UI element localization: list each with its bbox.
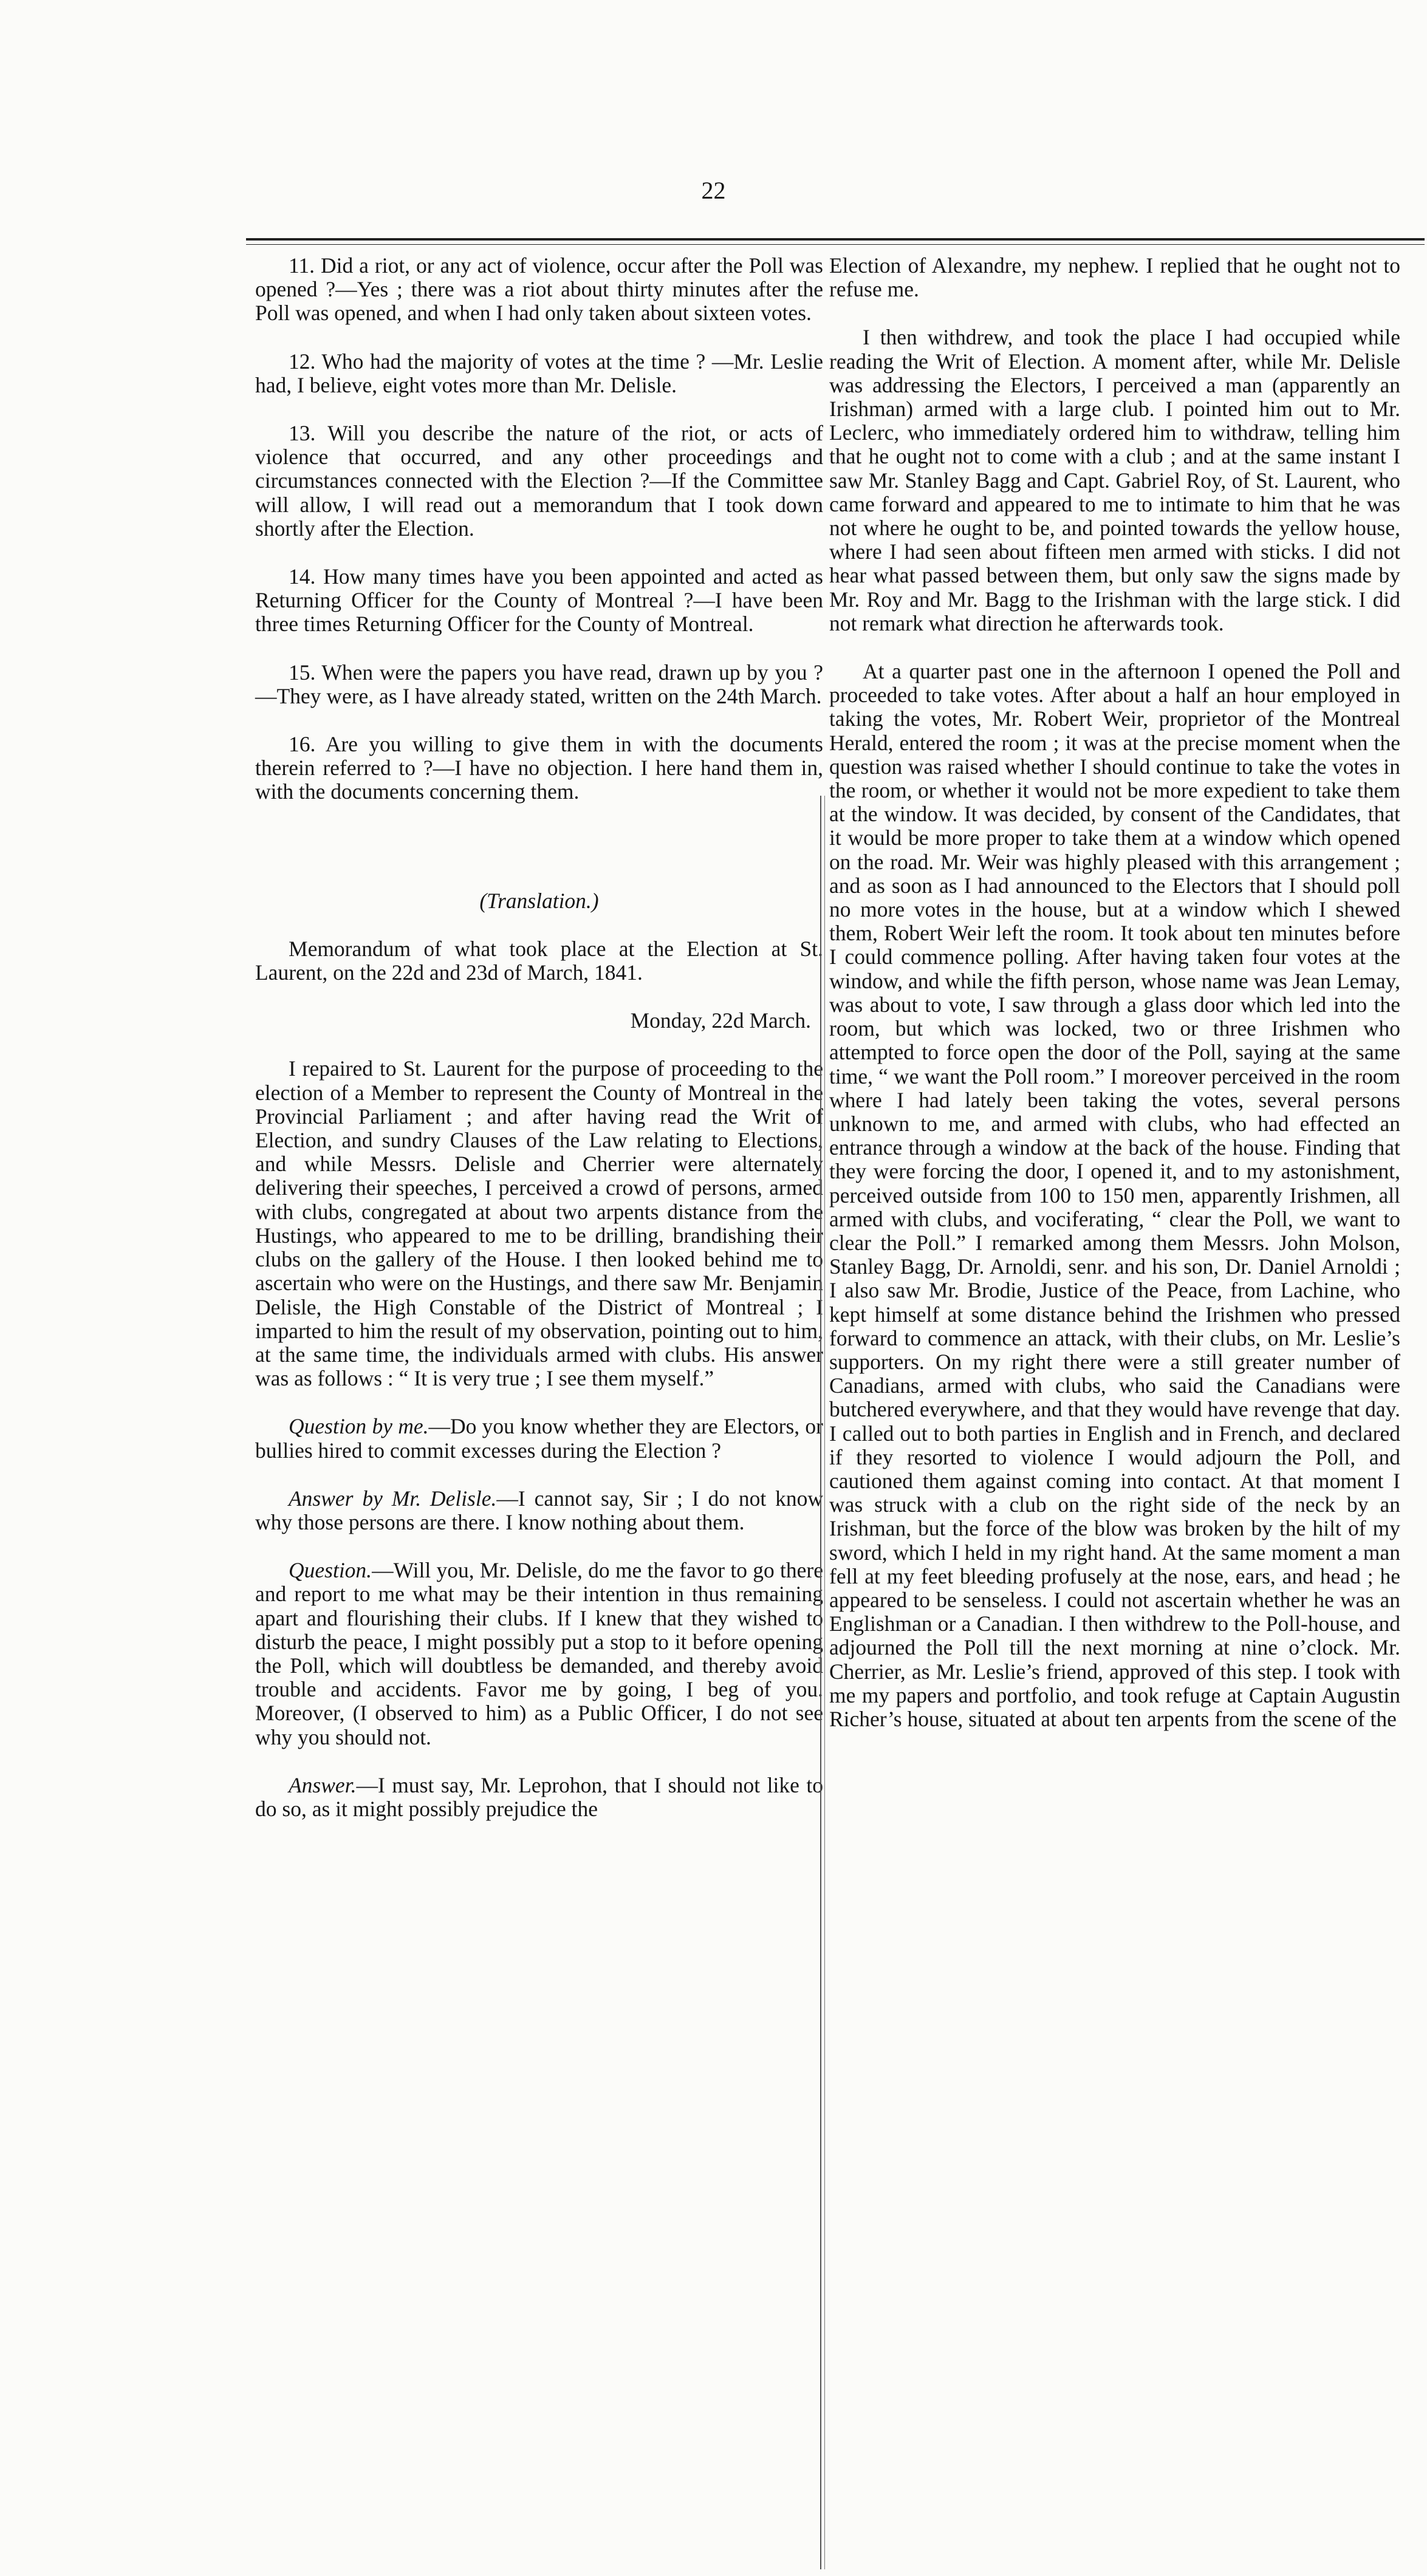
right-column [829, 254, 1400, 1731]
question-12: 12. Who had the majority of votes at the time ? —Mr. Leslie had, I believe, eight votes more than Mr. Delisle. [255, 349, 823, 397]
question-label: Question by me. [289, 1414, 429, 1439]
column-divider-inner [824, 796, 825, 2569]
answer-label: Answer by Mr. Delisle. [289, 1486, 497, 1511]
answer-by-delisle [255, 1487, 823, 1534]
question-14: 14. How many times have you been appointed and acted as Returning Officer for the County of Montreal ?—I have been three times Returning Officer for the County of Montreal. [255, 564, 823, 637]
answer-text: —I must say, Mr. Leprohon, that I should not like to do so, as it might possibly prejudice the [255, 1772, 823, 1821]
question-13: 13. Will you describe the nature of the riot, or acts of violence that occurred, and any other proceedings and circumstances connected with the Election ?—If the Committee will allow, I will read out a memorandum that I took down shortly after the Election. [255, 421, 823, 541]
question-second [255, 1559, 823, 1749]
question-label: Question. [289, 1558, 372, 1583]
memorandum-date: Monday, 22d March. [630, 1008, 811, 1033]
right-paragraph-1: Election of Alexandre, my nephew. I replied that he ought not to refuse me. [829, 253, 1400, 302]
question-11: 11. Did a riot, or any act of violence, occur after the Poll was opened ?—Yes ; there was a riot about thirty minutes after the Poll was opened, and when I had only taken about sixteen votes. [255, 253, 823, 326]
question-15: 15. When were the papers you have read, drawn up by you ?—They were, as I have already stated, written on the 24th March. [255, 660, 823, 708]
header-rule [246, 238, 1425, 245]
memorandum-paragraph: I repaired to St. Laurent for the purpose of proceeding to the election of a Member to represent the County of Montreal in the Provincial Parliament ; and after having read the Writ of Election, and sundry Clauses of the Law relating to Elections, and while Messrs. Delisle and Cherrier were alternately delivering their speeches, I perceived a crowd of persons, armed with clubs, congregated at about two arpents distance from the Hustings, who appeared to me to be drilling, brandishing their clubs on the gallery of the House. I then looked behind me to ascertain who were on the Hustings, and there saw Mr. Benjamin Delisle, the High Constable of the District of Montreal ; I imparted to him the result of my observation, pointing out to him, at the same time, the individuals armed with clubs. His answer was as follows : “ It is very true ; I see them myself.” [255, 1056, 823, 1391]
page-number: 22 [701, 177, 726, 204]
right-paragraph-3: At a quarter past one in the afternoon I opened the Poll and proceeded to take votes. After about a half an hour employed in taking the votes, Mr. Robert Weir, proprietor of the Montreal Herald, entered the room ; it was at the precise moment when the question was raised whether I should continue to take the votes in the room, or whether it would not be more expedient to take them at the window. It was decided, by consent of the Candidates, that it would be more proper to take them at a window which opened on the road. Mr. Weir was highly pleased with this arrangement ; and as soon as I had announced to the Electors that I should poll no more votes in the house, but at a window which I shewed them, Robert Weir left the room. It took about ten minutes before I could commence polling. After having taken four votes at the window, and while the fifth person, whose name was Jean Lemay, was about to vote, I saw through a glass door which led into the room, but which was locked, two or three Irishmen who attempted to force open the door of the Poll, saying at the same time, “ we want the Poll room.” I moreover perceived in the room where I had lately been taking the votes, several persons unknown to me, and armed with clubs, who had effected an entrance through a window at the back of the house. Finding that they were forcing the door, I opened it, and to my astonishment, perceived outside from 100 to 150 men, apparently Irishmen, all armed with clubs, and vociferating, “ clear the Poll, we want to clear the Poll.” I remarked among them Messrs. John Molson, Stanley Bagg, Dr. Arnoldi, senr. and his son, Dr. Daniel Arnoldi ; I also saw Mr. Brodie, Justice of the Peace, from Lachine, who kept himself at some distance behind the Irishmen who pressed forward to commence an attack, with their clubs, on Mr. Leslie’s supporters. On my right there were a still greater number of Canadians, armed with clubs, who said the Canadians were butchered everywhere, and that they would have revenge that day. I called out to both parties in English and in French, and declared if they resorted to violence I would adjourn the Poll, and cautioned them against coming into contact. At that moment I was struck with a club on the right side of the neck by an Irishman, but the force of the blow was broken by the hilt of my sword, which I held in my right hand. At the same moment a man fell at my feet bleeding profusely at the nose, ears, and head ; he appeared to be senseless. I could not ascertain whether he was an Englishman or a Canadian. I then withdrew to the Poll-house, and adjourned the Poll till the next morning at nine o’clock. Mr. Cherrier, as Mr. Leslie’s friend, approved of this step. I took with me my papers and portfolio, and took refuge at Captain Augustin Richer’s house, situated at about ten arpents from the scene of the [829, 659, 1400, 1731]
question-text: —Do you know whether they are Electors, or bullies hired to commit excesses during the Election ? [255, 1414, 823, 1463]
answer-second [255, 1774, 823, 1821]
question-text: —Will you, Mr. Delisle, do me the favor to go there and report to me what may be their intention in thus remaining apart and flourishing their clubs. If I knew that they wished to disturb the peace, I might possibly put a stop to it before opening the Poll, which will doubtless be demanded, and thereby avoid trouble and accidents. Favor me by going, I beg of you. Moreover, (I observed to him) as a Public Officer, I do not see why you should not. [255, 1558, 823, 1749]
column-divider [820, 796, 821, 2569]
left-column [255, 254, 823, 1821]
question-by-me [255, 1415, 823, 1462]
answer-text: —I cannot say, Sir ; I do not know why those persons are there. I know nothing about them. [255, 1486, 824, 1534]
answer-label: Answer. [289, 1772, 357, 1797]
memorandum-title: Memorandum of what took place at the Election at St. Laurent, on the 22d and 23d of March, 1841. [255, 936, 823, 985]
translation-heading: (Translation.) [479, 888, 599, 913]
question-16: 16. Are you willing to give them in with the documents therein referred to ?—I have no objection. I here hand them in, with the documents concerning them. [255, 732, 823, 804]
right-paragraph-2: I then withdrew, and took the place I had occupied while reading the Writ of Election. A moment after, while Mr. Delisle was addressing the Electors, I perceived a man (apparently an Irishman) armed with a large club. I pointed him out to Mr. Leclerc, who immediately ordered him to withdraw, telling him that he ought not to come with a club ; and at the same instant I saw Mr. Stanley Bagg and Capt. Gabriel Roy, of St. Laurent, who came forward and appeared to me to intimate to him that he was not where he ought to be, and pointed towards the yellow house, where I had seen about fifteen men armed with sticks. I did not hear what passed between them, but only saw the signs made by Mr. Roy and Mr. Bagg to the Irishman with the large stick. I did not remark what direction he afterwards took. [829, 325, 1400, 635]
